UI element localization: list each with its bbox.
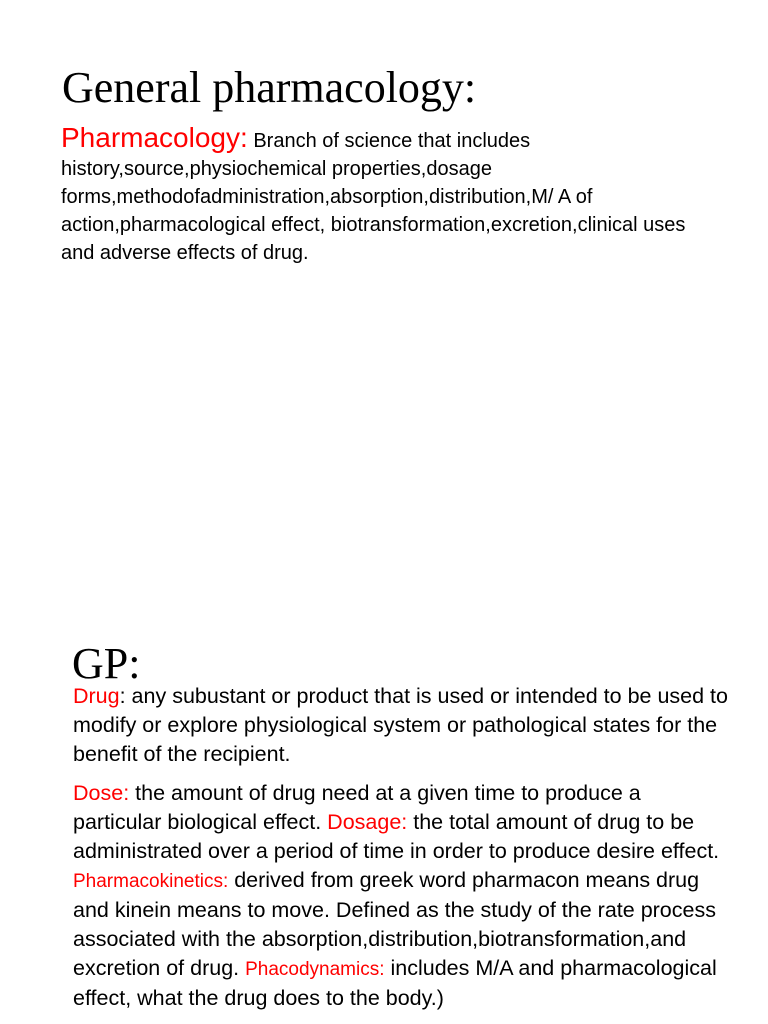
phacodynamics-definition-text: includes M/A and pharmacological effect, what the drug does to the body.) xyxy=(73,956,717,1010)
term-pharmacokinetics: Pharmacokinetics: xyxy=(73,871,229,892)
pharmacokinetics-definition-text: derived from greek word pharmacon means drug and kinein means to move. Defined as the study of the rate process associated with the absorption,distribution,biotransformation,and excretion of drug. xyxy=(73,868,716,980)
term-drug: Drug xyxy=(73,684,120,708)
slide-2 xyxy=(0,600,768,1024)
dose-definition-text: the amount of drug need at a given time to produce a particular biological effect. xyxy=(73,781,641,834)
pharmacology-definition xyxy=(61,124,701,267)
term-pharmacology: Pharmacology: xyxy=(61,122,248,153)
dose-paragraph xyxy=(73,779,733,1013)
drug-definition xyxy=(73,682,733,769)
drug-definition-text: : any subustant or product that is used or intended to be used to modify or explore physiological system or pathological states for the benefit of the recipient. xyxy=(73,684,728,766)
dosage-definition-text: the total amount of drug to be administrated over a period of time in order to produce desire effect. xyxy=(73,810,720,863)
pharmacology-definition-text: Branch of science that includes history,source,physiochemical properties,dosage forms,methodofadministration,absorption,distribution,M/ A of action,pharmacological effect, biotransformation,excretion,clinical uses and adverse effects of drug. xyxy=(61,130,686,264)
term-dose: Dose: xyxy=(73,781,130,805)
slide-title: GP: xyxy=(72,639,141,688)
term-dosage: Dosage: xyxy=(327,810,408,834)
slide-title: General pharmacology: xyxy=(62,63,477,112)
term-phacodynamics: Phacodynamics: xyxy=(245,959,385,980)
